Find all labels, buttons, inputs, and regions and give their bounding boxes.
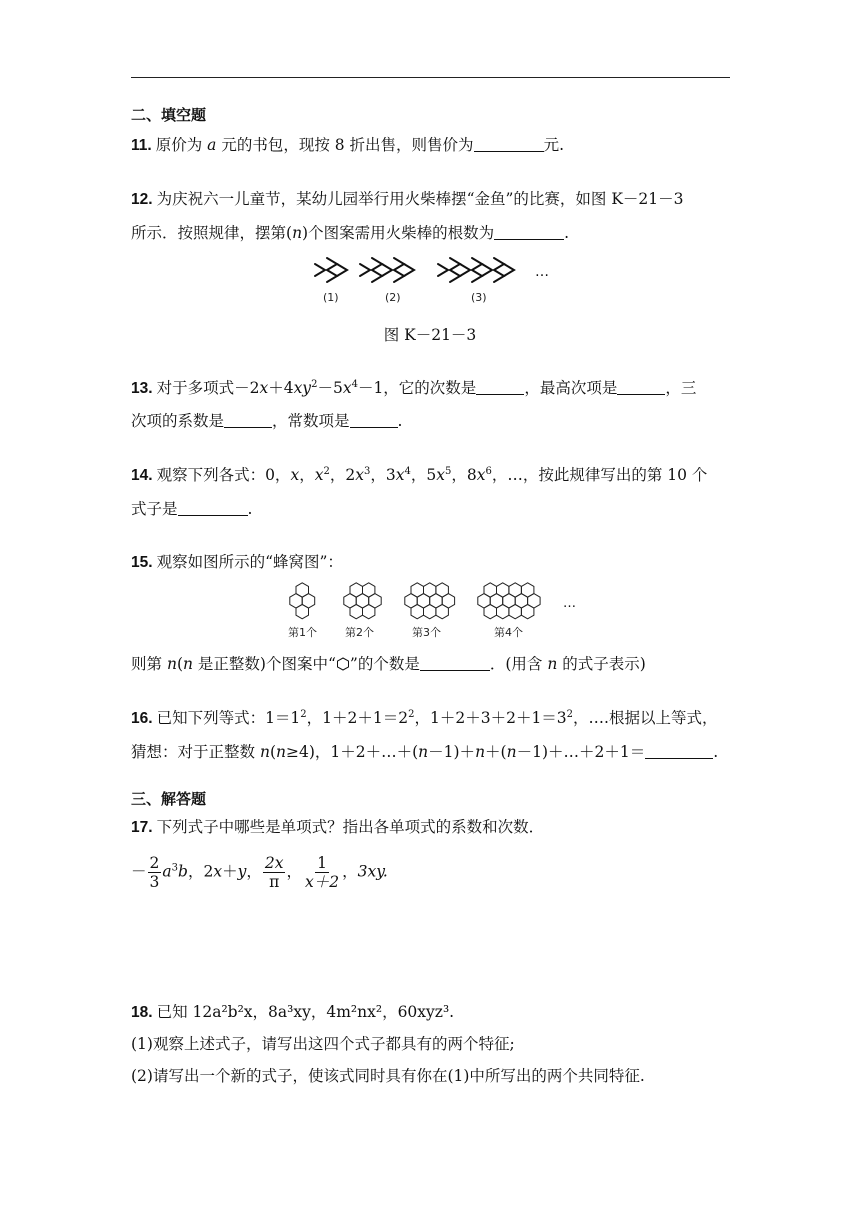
matchstick-pattern-2 bbox=[360, 258, 414, 282]
question-15-line1 bbox=[131, 552, 343, 573]
answer-blank[interactable] bbox=[494, 225, 564, 240]
fraction: $\frac{1}{x+2}$ bbox=[305, 854, 340, 891]
question-15-line2: 则第 n(n 是正整数)个图案中“ ”的个数是 ．(用含 n 的式子表示) bbox=[131, 655, 646, 673]
question-number: 18. bbox=[131, 1004, 153, 1021]
q16-text: ＋( bbox=[485, 743, 507, 761]
header-rule bbox=[131, 77, 730, 78]
question-16-line1: 16. 已知下列等式：$1=1^2$，$1+2+1=2^2$，$1+2+3+2+1=3^2$，….根据以上等式， bbox=[131, 709, 718, 727]
figure-ellipsis: … bbox=[535, 264, 549, 280]
answer-blank[interactable] bbox=[178, 501, 248, 516]
question-13-line1: 13. 对于多项式$-2x+4xy^2-5x^4-1$，它的次数是 ，最高次项是 ，三 bbox=[131, 379, 697, 397]
honeycomb-cell bbox=[484, 604, 497, 618]
q13-text: . bbox=[397, 412, 403, 430]
matchstick-pattern-3 bbox=[438, 258, 514, 282]
question-17-expressions: － $\frac{2}{3}$ $a^3b$，2x＋y， $\frac{2x}{\pi}$ ， $\frac{1}{x+2}$ ，3xy. bbox=[131, 854, 388, 891]
q15-text: 观察如图所示的“蜂窝图”： bbox=[156, 553, 343, 571]
q15-text: 则第 bbox=[131, 655, 163, 673]
section-solve-heading: 三、解答题 bbox=[131, 790, 207, 808]
q14-text: ，…，按此规律写出的第 10 个 bbox=[491, 466, 708, 484]
q16-text: ，1＋2＋3＋2＋1＝3 bbox=[414, 709, 567, 727]
question-number: 14. bbox=[131, 467, 153, 484]
q17-expr: 3xy. bbox=[357, 862, 388, 881]
q16-text: ( bbox=[269, 743, 276, 761]
q16-text: －1)＋…＋2＋1＝ bbox=[516, 743, 646, 761]
question-18-line1 bbox=[131, 1002, 454, 1023]
honeycomb-cell bbox=[497, 604, 509, 618]
figure-label: 第3个 bbox=[412, 626, 441, 639]
q13-text: －5 bbox=[317, 379, 343, 397]
honeycomb-cell bbox=[521, 604, 534, 618]
question-number: 12. bbox=[131, 191, 153, 208]
q13-text: ，最高次项是 bbox=[524, 379, 618, 397]
honeycomb-cell bbox=[411, 604, 424, 618]
figure-label: 第1个 bbox=[288, 626, 317, 639]
q15-text: ”的个数是 bbox=[349, 655, 420, 673]
q14-text: 式子是 bbox=[131, 500, 178, 518]
q11-text: 原价为 bbox=[155, 136, 203, 154]
q13-text: 对于多项式－2 bbox=[156, 379, 260, 397]
honeycomb-cell bbox=[350, 604, 363, 618]
answer-blank[interactable] bbox=[617, 380, 665, 395]
question-12-line2 bbox=[131, 223, 569, 243]
q15-text: ．(用含 bbox=[489, 655, 543, 673]
figure-label: (2) bbox=[385, 291, 401, 304]
answer-blank[interactable] bbox=[224, 413, 272, 428]
q12-text: 为庆祝六一儿童节，某幼儿园举行用火柴棒摆“金鱼”的比赛，如图 K－21－3 bbox=[156, 190, 684, 208]
matchstick-pattern-1 bbox=[315, 258, 347, 282]
figure-label: (1) bbox=[323, 291, 339, 304]
figure-ellipsis: … bbox=[563, 596, 576, 611]
answer-blank[interactable] bbox=[476, 380, 524, 395]
section-fill-heading: 二、填空题 bbox=[131, 106, 207, 124]
answer-blank[interactable] bbox=[420, 656, 490, 671]
q16-text: ，….根据以上等式， bbox=[573, 709, 718, 727]
fraction: $\frac{2}{3}$ bbox=[149, 854, 160, 891]
q13-text: ＋4 bbox=[268, 379, 294, 397]
question-number: 13. bbox=[131, 380, 153, 397]
honeycomb-figure bbox=[280, 580, 600, 642]
q12-text: )个图案需用火柴棒的根数为 bbox=[302, 224, 495, 242]
q14-text: . bbox=[247, 500, 253, 518]
figure-label: (3) bbox=[471, 291, 487, 304]
question-13-line2 bbox=[131, 411, 402, 431]
figure-caption: 图 K－21－3 bbox=[383, 326, 477, 344]
q16-text: 猜想：对于正整数 bbox=[131, 743, 256, 761]
q16-text: 已知下列等式：1＝1 bbox=[156, 709, 301, 727]
question-number: 17. bbox=[131, 819, 153, 836]
question-18-line2: (1)观察上述式子，请写出这四个式子都具有的两个特征; bbox=[131, 1035, 515, 1053]
q15-text: 的式子表示) bbox=[562, 655, 646, 673]
q18-text: 已知 12a²b²x，8a³xy，4m²nx²，60xyz³. bbox=[156, 1003, 455, 1021]
matchstick-figure bbox=[305, 256, 565, 306]
q16-text: ≥4)，1＋2＋…＋( bbox=[285, 743, 419, 761]
figure-label: 第2个 bbox=[345, 626, 374, 639]
question-number: 11. bbox=[131, 137, 152, 154]
answer-blank[interactable] bbox=[645, 744, 713, 759]
question-17-line1 bbox=[131, 817, 544, 838]
q13-text: 次项的系数是 bbox=[131, 412, 225, 430]
question-14-line1: 14. 观察下列各式：0，x，$x^2$，$2x^3$，$3x^4$，$5x^5$，$8x^6$，…，按此规律写出的第 10 个 bbox=[131, 466, 708, 484]
question-12-line1 bbox=[131, 189, 684, 210]
honeycomb-cell bbox=[363, 604, 375, 618]
question-number: 16. bbox=[131, 710, 153, 727]
q11-text: 元的书包，现按 8 折出售，则售价为 bbox=[221, 136, 474, 154]
q13-text: ，三 bbox=[665, 379, 697, 397]
honeycomb-cell bbox=[424, 604, 436, 618]
q12-text: . bbox=[564, 224, 570, 242]
q13-text: ，常数项是 bbox=[272, 412, 350, 430]
q14-text: 观察下列各式：0， bbox=[156, 466, 291, 484]
answer-blank[interactable] bbox=[474, 137, 544, 152]
q17-text: 下列式子中哪些是单项式？指出各单项式的系数和次数． bbox=[156, 818, 545, 836]
figure-label: 第4个 bbox=[494, 626, 523, 639]
honeycomb-cell bbox=[436, 604, 449, 618]
q12-var: n bbox=[292, 224, 303, 242]
q13-text: －1，它的次数是 bbox=[357, 379, 477, 397]
q11-var: a bbox=[207, 136, 217, 154]
question-14-line2 bbox=[131, 499, 252, 519]
q16-text: －1)＋ bbox=[428, 743, 476, 761]
q15-text: ( bbox=[176, 655, 183, 673]
q16-text: . bbox=[713, 743, 719, 761]
hexagon-icon bbox=[336, 657, 350, 671]
question-11 bbox=[131, 135, 564, 156]
honeycomb-cell bbox=[296, 604, 309, 618]
question-16-line2: 猜想：对于正整数 n(n≥4)，1＋2＋…＋(n－1)＋n＋(n－1)＋…＋2＋1＝ . bbox=[131, 743, 719, 761]
question-18-line3: (2)请写出一个新的式子，使该式同时具有你在(1)中所写出的两个共同特征. bbox=[131, 1067, 645, 1085]
q12-text: 所示．按照规律，摆第( bbox=[131, 224, 293, 242]
q11-text: 元. bbox=[543, 136, 564, 154]
fraction: $\frac{2x}{\pi}$ bbox=[264, 854, 284, 891]
q15-text: 是正整数)个图案中“ bbox=[197, 655, 336, 673]
honeycomb-cell bbox=[509, 604, 522, 618]
q16-text: ，1＋2＋1＝2 bbox=[306, 709, 409, 727]
question-number: 15. bbox=[131, 554, 153, 571]
answer-blank[interactable] bbox=[350, 413, 398, 428]
